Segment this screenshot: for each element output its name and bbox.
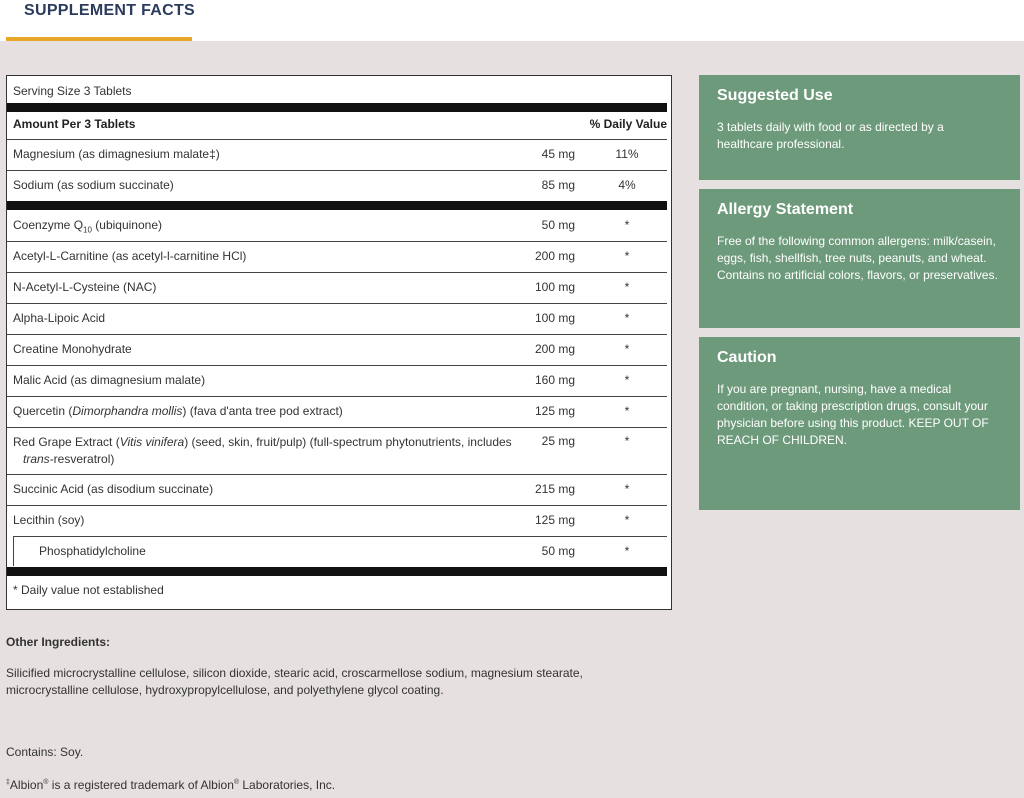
tab-supplement-facts[interactable]: SUPPLEMENT FACTS — [24, 2, 196, 19]
divider — [7, 334, 667, 335]
nutrient-dv: * — [624, 249, 630, 263]
divider — [7, 139, 667, 140]
divider — [7, 474, 667, 475]
nutrient-dv: * — [624, 311, 630, 325]
nutrient-name: Creatine Monohydrate — [13, 342, 132, 356]
nutrient-dv: * — [624, 373, 630, 387]
nutrient-amount: 50 mg — [541, 544, 575, 558]
nutrient-dv: * — [624, 280, 630, 294]
nutrient-row — [7, 434, 667, 470]
nutrient-name: Magnesium (as dimagnesium malate‡) — [13, 147, 220, 161]
other-ingredients-text: Silicified microcrystalline cellulose, silicon dioxide, stearic acid, croscarmellose sodium, magnesium stearate, microcrystalline cellulose, hydroxypropylcellulose, and polyethylene glycol coating. — [6, 666, 583, 697]
suggested-use-text: 3 tablets daily with food or as directed by a healthcare professional. — [717, 120, 944, 151]
active-tab-underline — [6, 37, 192, 41]
nutrient-dv: * — [624, 482, 630, 496]
nutrient-name: Sodium (as sodium succinate) — [13, 178, 174, 192]
trademark-notice: ‡Albion® is a registered trademark of Albion® Laboratories, Inc. — [6, 778, 336, 792]
nutrient-dv: * — [624, 544, 630, 558]
nutrient-name: Malic Acid (as dimagnesium malate) — [13, 373, 206, 387]
nutrient-amount: 100 mg — [534, 280, 575, 294]
nutrient-amount: 215 mg — [534, 482, 575, 496]
nutrient-dv: 4% — [618, 178, 636, 192]
allergy-statement-box — [699, 189, 1020, 328]
nutrient-amount: 200 mg — [534, 342, 575, 356]
divider — [7, 427, 667, 428]
divider — [7, 272, 667, 273]
nutrient-dv: 11% — [615, 147, 639, 161]
nutrient-dv: * — [624, 513, 630, 527]
nutrient-name: Coenzyme $Q_{10}$ (ubiquinone) — [13, 218, 162, 235]
divider — [7, 170, 667, 171]
nutrient-dv: * — [624, 404, 630, 418]
nutrient-name: N-Acetyl-L-Cysteine (NAC) — [13, 280, 157, 294]
caution-box — [699, 337, 1020, 510]
supplement-facts-panel — [6, 75, 672, 610]
tab-bar — [0, 0, 1024, 41]
nutrient-name: Red Grape Extract (Vitis vinifera) (seed, skin, fruit/pulp) (full-spectrum phytonutrients, includes trans-resveratrol) — [13, 435, 512, 466]
nutrient-amount: 100 mg — [534, 311, 575, 325]
caution-title: Caution — [717, 349, 777, 366]
indent-line — [13, 536, 14, 566]
suggested-use-box — [699, 75, 1020, 180]
divider — [7, 505, 667, 506]
nutrient-dv: * — [624, 218, 630, 232]
divider — [13, 536, 667, 537]
allergy-statement-text: Free of the following common allergens: milk/casein, eggs, fish, shellfish, tree nuts, peanuts, and wheat. Contains no artificial colors, flavors, or preservatives. — [717, 234, 998, 282]
nutrient-name: Acetyl-L-Carnitine (as acetyl-l-carnitine HCl) — [13, 249, 247, 263]
daily-value-header: % Daily Value — [589, 117, 667, 131]
suggested-use-title: Suggested Use — [717, 87, 833, 104]
nutrient-name: Phosphatidylcholine — [39, 544, 146, 558]
nutrient-name: Alpha-Lipoic Acid — [13, 311, 106, 325]
nutrient-name: Lecithin (soy) — [13, 513, 85, 527]
divider — [7, 365, 667, 366]
thick-divider — [7, 103, 667, 112]
nutrient-amount: 125 mg — [534, 404, 575, 418]
contains-statement: Contains: Soy. — [6, 745, 84, 759]
nutrient-dv: * — [624, 342, 630, 356]
nutrient-amount: 160 mg — [534, 373, 575, 387]
nutrient-amount: 50 mg — [541, 218, 575, 232]
thick-divider — [7, 201, 667, 210]
daily-value-footnote: * Daily value not established — [13, 583, 164, 597]
other-ingredients-heading: Other Ingredients: — [6, 635, 111, 649]
divider — [7, 241, 667, 242]
thick-divider — [7, 567, 667, 576]
nutrient-amount: 45 mg — [541, 147, 575, 161]
nutrient-name: Succinic Acid (as disodium succinate) — [13, 482, 214, 496]
divider — [7, 303, 667, 304]
allergy-statement-title: Allergy Statement — [717, 201, 854, 218]
nutrient-amount: 25 mg — [541, 434, 575, 448]
nutrient-dv: * — [624, 434, 630, 448]
serving-size: Serving Size 3 Tablets — [13, 84, 132, 98]
caution-text: If you are pregnant, nursing, have a medical condition, or taking prescription drugs, consult your physician before using this product. KEEP OUT OF REACH OF CHILDREN. — [717, 382, 989, 447]
nutrient-name: Quercetin (Dimorphandra mollis) (fava d'anta tree pod extract) — [13, 404, 343, 418]
nutrient-amount: 85 mg — [541, 178, 575, 192]
nutrient-amount: 125 mg — [534, 513, 575, 527]
amount-header: Amount Per 3 Tablets — [13, 117, 136, 131]
nutrient-amount: 200 mg — [534, 249, 575, 263]
divider — [7, 396, 667, 397]
